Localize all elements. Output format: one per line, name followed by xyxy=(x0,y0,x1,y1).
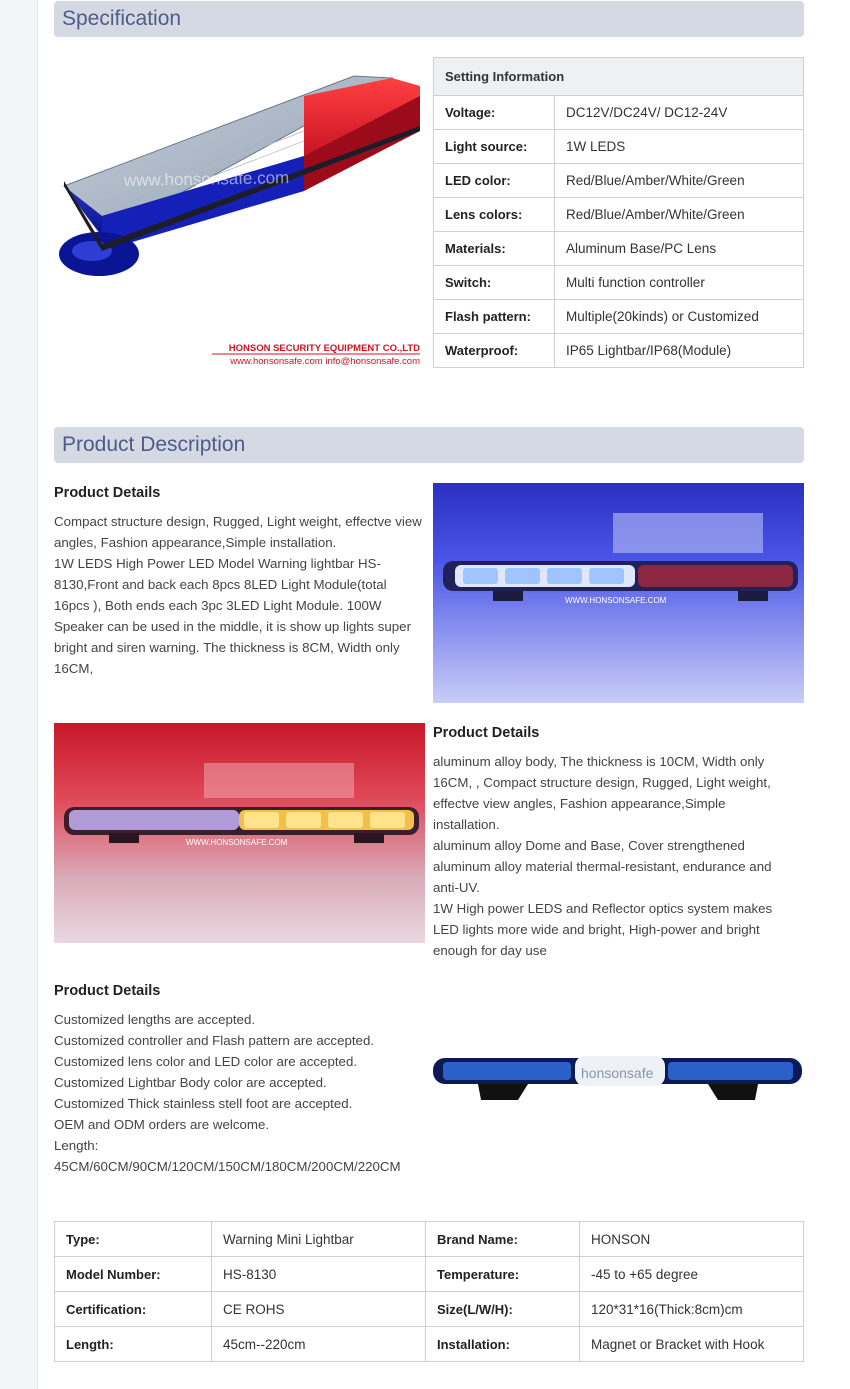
specification-header xyxy=(54,1,804,37)
block2-line: 1W High power LEDS and Reflector optics system makes LED lights more wide and bright, High-power and bright enough for day use xyxy=(433,901,773,958)
table-row: Materials: Aluminum Base/PC Lens xyxy=(434,232,804,266)
company-name: HONSON SECURITY EQUIPMENT CO.,LTD xyxy=(228,343,420,354)
block3-title: Product Details xyxy=(54,983,161,999)
table-row: Voltage: DC12V/DC24V/ DC12-24V xyxy=(434,96,804,130)
photo2-watermark: WWW.HONSONSAFE.COM xyxy=(186,838,288,847)
long-lightbar-image xyxy=(433,1048,804,1108)
block2-line: aluminum alloy body, The thickness is 10CM, Width only 16CM, , Compact structure design, Rugged, Light weight, effectve view angles, Fashion appearance,Simple installation. xyxy=(433,754,771,832)
block3-text xyxy=(54,1009,429,1177)
table-row: Switch: Multi function controller xyxy=(434,266,804,300)
long-image-watermark: honsonsafe xyxy=(581,1065,654,1081)
block1-line: Compact structure design, Rugged, Light weight, effectve view angles, Fashion appearance,Simple installation. xyxy=(54,514,422,550)
block1-line: 1W LEDS High Power LED Model Warning lightbar HS-8130,Front and back each 8pcs 8LED Light Module(total 16pcs ), Both ends each 3pc 3LED Light Module. 100W Speaker can be used in the middle, it is show up lights super bright and siren warning. The thickness is 8CM, Width only 16CM, xyxy=(54,556,412,676)
block3-line: OEM and ODM orders are welcome. xyxy=(54,1117,270,1132)
block3-line: 45CM/60CM/90CM/120CM/150CM/180CM/200CM/220CM xyxy=(54,1159,401,1174)
block3-line: Customized lens color and LED color are accepted. xyxy=(54,1054,358,1069)
table-row: Light source: 1W LEDS xyxy=(434,130,804,164)
company-contact: www.honsonsafe.com info@honsonsafe.com xyxy=(230,356,420,367)
product-description-title: Product Description xyxy=(62,433,246,456)
table-row: Length: 45cm--220cm Installation: Magnet or Bracket with Hook xyxy=(55,1327,804,1362)
block3-line: Customized Lightbar Body color are accepted. xyxy=(54,1075,327,1090)
table-row: Certification: CE ROHS Size(L/W/H): 120*31*16(Thick:8cm)cm xyxy=(55,1292,804,1327)
blue-lightbar-photo xyxy=(433,483,804,703)
block1-title: Product Details xyxy=(54,485,161,501)
red-lightbar-photo xyxy=(54,723,425,943)
block3-line: Customized lengths are accepted. xyxy=(54,1012,256,1027)
spec-table xyxy=(433,57,804,368)
specification-title: Specification xyxy=(62,7,182,30)
block2-line: aluminum alloy Dome and Base, Cover strengthened aluminum alloy material thermal-resistant, endurance and anti-UV. xyxy=(433,838,772,895)
table-row: Model Number: HS-8130 Temperature: -45 to +65 degree xyxy=(55,1257,804,1292)
info-table xyxy=(54,1221,804,1362)
block2-title: Product Details xyxy=(433,725,540,741)
spec-product-image xyxy=(54,56,426,374)
lightbar-illustration xyxy=(54,56,426,374)
spec-table-header: Setting Information xyxy=(434,58,804,96)
table-row: Flash pattern: Multiple(20kinds) or Customized xyxy=(434,300,804,334)
block1-text xyxy=(54,511,424,679)
table-row: Waterproof: IP65 Lightbar/IP68(Module) xyxy=(434,334,804,368)
left-rail xyxy=(0,0,38,1389)
block2-text xyxy=(433,751,793,961)
table-row: LED color: Red/Blue/Amber/White/Green xyxy=(434,164,804,198)
product-description-header xyxy=(54,427,804,463)
photo1-watermark: WWW.HONSONSAFE.COM xyxy=(565,596,667,605)
block3-line: Customized controller and Flash pattern are accepted. xyxy=(54,1033,375,1048)
table-row: Lens colors: Red/Blue/Amber/White/Green xyxy=(434,198,804,232)
spec-image-watermark: www.honsonsafe.com xyxy=(123,168,290,190)
table-row: Type: Warning Mini Lightbar Brand Name: HONSON xyxy=(55,1222,804,1257)
block3-line: Customized Thick stainless stell foot are accepted. xyxy=(54,1096,353,1111)
block3-line: Length: xyxy=(54,1138,99,1153)
